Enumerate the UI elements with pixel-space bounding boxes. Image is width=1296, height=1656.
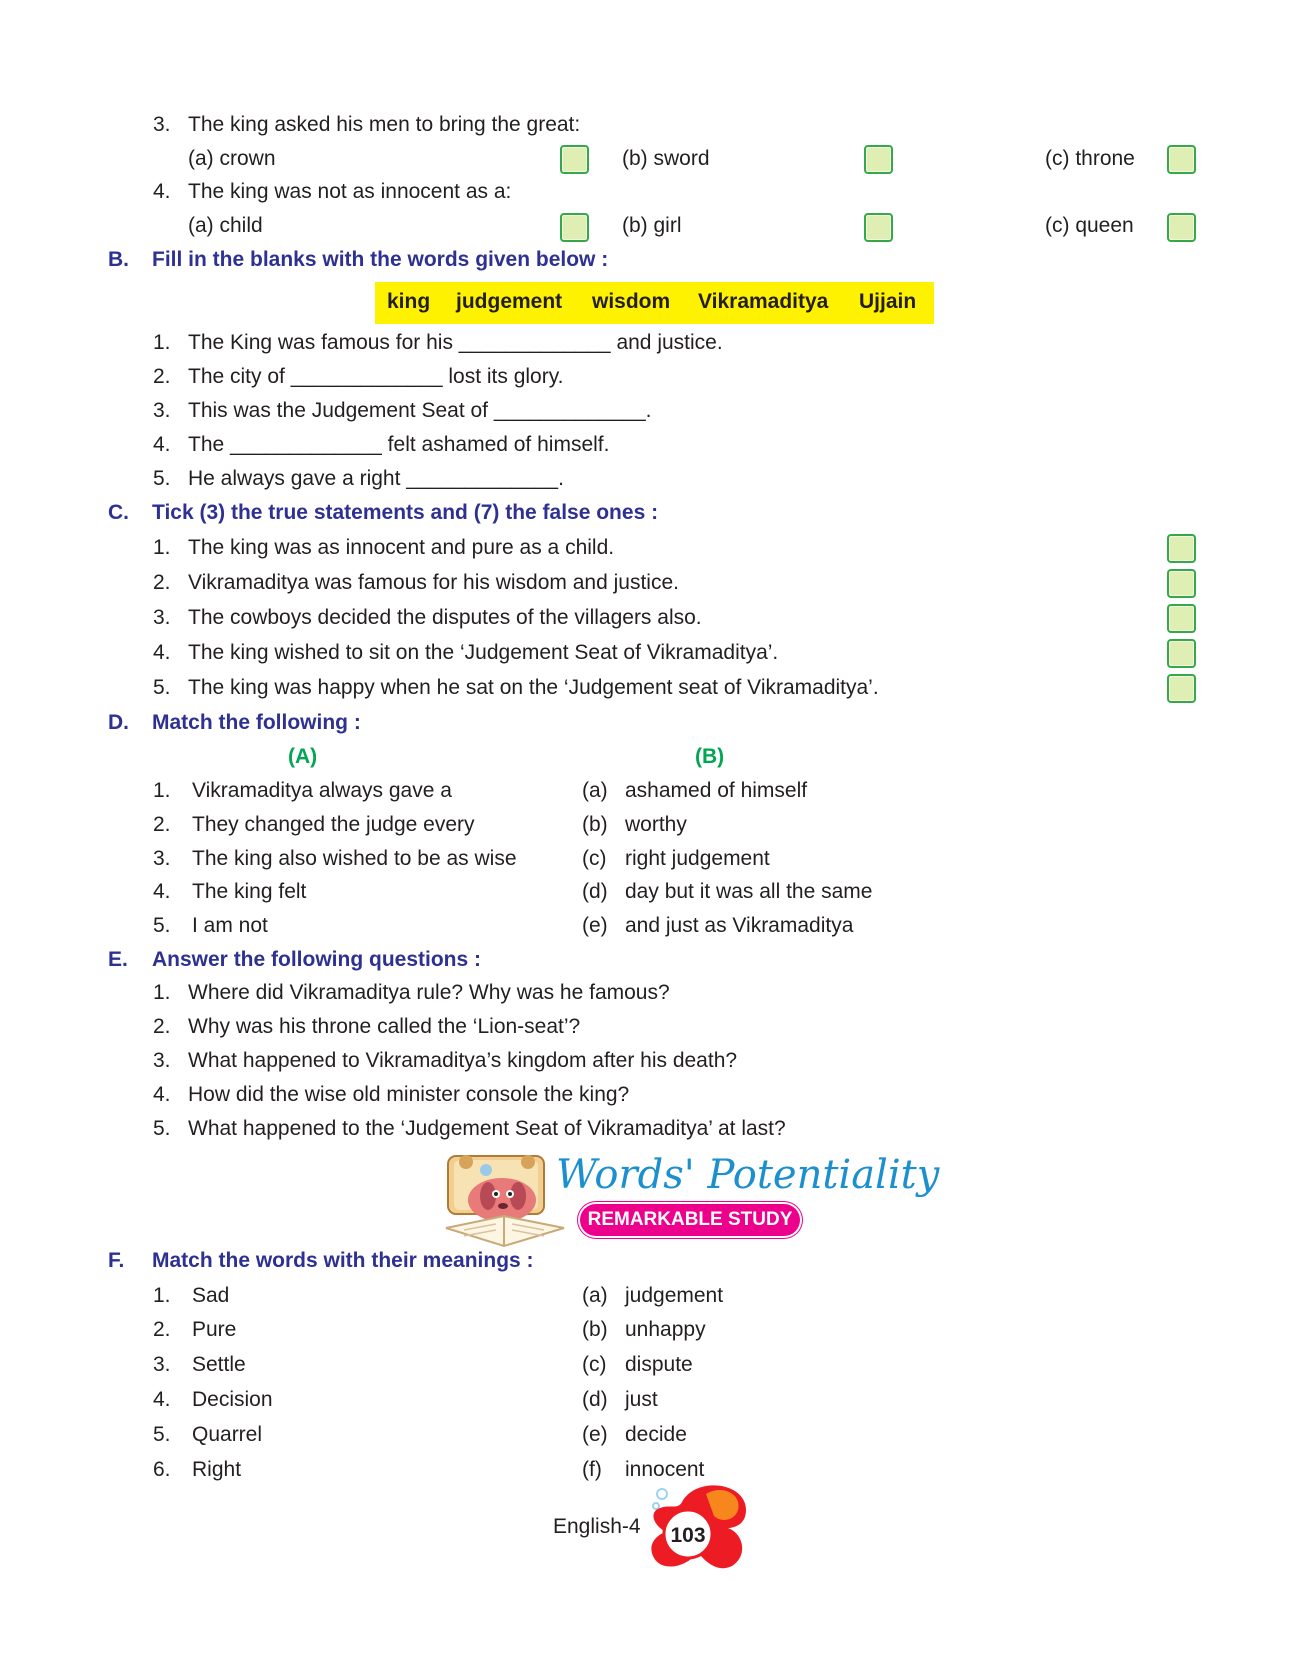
option-c: (c) throne — [1045, 147, 1135, 170]
tick-checkbox[interactable] — [1167, 674, 1196, 703]
item-number: 5. — [153, 914, 171, 937]
match-left-text: I am not — [192, 914, 268, 937]
meaning-text: decide — [625, 1423, 687, 1446]
section-title: Match the following : — [152, 711, 361, 734]
match-left-text: The king felt — [192, 880, 307, 903]
match-left-text: The king also wished to be as wise — [192, 847, 517, 870]
word-text: Right — [192, 1458, 242, 1481]
section-title: Fill in the blanks with the words given below : — [152, 248, 609, 271]
item-number: 2. — [153, 1015, 171, 1038]
item-number: 2. — [153, 813, 171, 836]
word-text: Settle — [192, 1353, 246, 1376]
tick-checkbox[interactable] — [1167, 534, 1196, 563]
fill-blank-sentence: He always gave a right _____________. — [188, 467, 564, 490]
word-bank-item: wisdom — [592, 290, 671, 313]
section-letter: E. — [108, 948, 128, 971]
match-right-text: worthy — [625, 813, 687, 836]
item-number: 3. — [153, 1353, 171, 1376]
item-number: 1. — [153, 779, 171, 802]
page-number-badge — [636, 1482, 756, 1574]
match-right-text: and just as Vikramaditya — [625, 914, 854, 937]
option-b: (b) girl — [622, 214, 682, 237]
answer-checkbox[interactable] — [864, 213, 893, 242]
question-text: What happened to Vikramaditya’s kingdom after his death? — [188, 1049, 738, 1072]
meaning-text: judgement — [625, 1284, 724, 1307]
banner-title: Words' Potentiality — [556, 1152, 940, 1198]
tick-checkbox[interactable] — [1167, 639, 1196, 668]
match-right-text: day but it was all the same — [625, 880, 873, 903]
match-key: (c) — [582, 847, 607, 870]
match-key: (e) — [582, 914, 608, 937]
item-number: 2. — [153, 1318, 171, 1341]
meaning-text: unhappy — [625, 1318, 706, 1341]
item-number: 3. — [153, 113, 171, 136]
word-bank-item: Vikramaditya — [698, 290, 829, 313]
item-number: 4. — [153, 641, 171, 664]
item-number: 4. — [153, 180, 171, 203]
word-text: Quarrel — [192, 1423, 263, 1446]
item-number: 4. — [153, 1083, 171, 1106]
statement-text: The king wished to sit on the ‘Judgement Seat of Vikramaditya’. — [188, 641, 779, 664]
tick-checkbox[interactable] — [1167, 604, 1196, 633]
item-number: 5. — [153, 1117, 171, 1140]
fill-blank-sentence: The city of _____________ lost its glory. — [188, 365, 564, 388]
banner-subtitle: REMARKABLE STUDY — [580, 1204, 800, 1236]
question-text: How did the wise old minister console the king? — [188, 1083, 630, 1106]
match-key: (f) — [582, 1458, 602, 1481]
meaning-text: dispute — [625, 1353, 693, 1376]
fill-blank-sentence: This was the Judgement Seat of _____________. — [188, 399, 652, 422]
match-right-text: ashamed of himself — [625, 779, 808, 802]
meaning-text: just — [625, 1388, 658, 1411]
statement-text: Vikramaditya was famous for his wisdom and justice. — [188, 571, 679, 594]
statement-text: The cowboys decided the disputes of the villagers also. — [188, 606, 702, 629]
answer-checkbox[interactable] — [560, 213, 589, 242]
match-key: (d) — [582, 880, 608, 903]
option-a: (a) child — [188, 214, 263, 237]
option-c: (c) queen — [1045, 214, 1134, 237]
item-number: 6. — [153, 1458, 171, 1481]
statement-text: The king was as innocent and pure as a child. — [188, 536, 615, 559]
item-number: 3. — [153, 847, 171, 870]
item-number: 1. — [153, 1284, 171, 1307]
page-number: 103 — [670, 1524, 706, 1547]
section-title: Answer the following questions : — [152, 948, 482, 971]
tick-checkbox[interactable] — [1167, 569, 1196, 598]
match-left-text: Vikramaditya always gave a — [192, 779, 452, 802]
item-number: 5. — [153, 1423, 171, 1446]
item-number: 3. — [153, 606, 171, 629]
match-left-text: They changed the judge every — [192, 813, 475, 836]
word-bank-item: judgement — [456, 290, 563, 313]
question-text: The king was not as innocent as a: — [188, 180, 512, 203]
section-letter: F. — [108, 1249, 125, 1272]
match-key: (b) — [582, 813, 608, 836]
question-text: What happened to the ‘Judgement Seat of Vikramaditya’ at last? — [188, 1117, 786, 1140]
item-number: 1. — [153, 536, 171, 559]
word-text: Pure — [192, 1318, 237, 1341]
word-bank — [375, 282, 934, 324]
match-right-text: right judgement — [625, 847, 770, 870]
fill-blank-sentence: The King was famous for his _____________ and justice. — [188, 331, 723, 354]
option-b: (b) sword — [622, 147, 710, 170]
match-key: (c) — [582, 1353, 607, 1376]
column-b-header: (B) — [695, 745, 725, 768]
item-number: 4. — [153, 433, 171, 456]
section-title: Match the words with their meanings : — [152, 1249, 534, 1272]
section-letter: C. — [108, 501, 129, 524]
footer-book-label: English-4 — [553, 1515, 641, 1538]
option-a: (a) crown — [188, 147, 276, 170]
item-number: 4. — [153, 1388, 171, 1411]
item-number: 5. — [153, 676, 171, 699]
item-number: 2. — [153, 571, 171, 594]
section-letter: B. — [108, 248, 129, 271]
meaning-text: innocent — [625, 1458, 705, 1481]
answer-checkbox[interactable] — [560, 145, 589, 174]
match-key: (a) — [582, 1284, 608, 1307]
question-text: Why was his throne called the ‘Lion-seat’? — [188, 1015, 581, 1038]
item-number: 2. — [153, 365, 171, 388]
item-number: 5. — [153, 467, 171, 490]
answer-checkbox[interactable] — [1167, 145, 1196, 174]
match-key: (b) — [582, 1318, 608, 1341]
match-key: (a) — [582, 779, 608, 802]
match-key: (e) — [582, 1423, 608, 1446]
item-number: 3. — [153, 1049, 171, 1072]
item-number: 1. — [153, 331, 171, 354]
answer-checkbox[interactable] — [1167, 213, 1196, 242]
section-title: Tick (3) the true statements and (7) the false ones : — [152, 501, 659, 524]
word-text: Decision — [192, 1388, 273, 1411]
statement-text: The king was happy when he sat on the ‘Judgement seat of Vikramaditya’. — [188, 676, 879, 699]
answer-checkbox[interactable] — [864, 145, 893, 174]
column-a-header: (A) — [288, 745, 318, 768]
item-number: 4. — [153, 880, 171, 903]
word-bank-item: Ujjain — [859, 290, 917, 313]
item-number: 1. — [153, 981, 171, 1004]
question-text: Where did Vikramaditya rule? Why was he famous? — [188, 981, 670, 1004]
fill-blank-sentence: The _____________ felt ashamed of himself. — [188, 433, 610, 456]
section-letter: D. — [108, 711, 129, 734]
word-text: Sad — [192, 1284, 230, 1307]
word-bank-item: king — [387, 290, 431, 313]
question-text: The king asked his men to bring the great: — [188, 113, 581, 136]
item-number: 3. — [153, 399, 171, 422]
match-key: (d) — [582, 1388, 608, 1411]
